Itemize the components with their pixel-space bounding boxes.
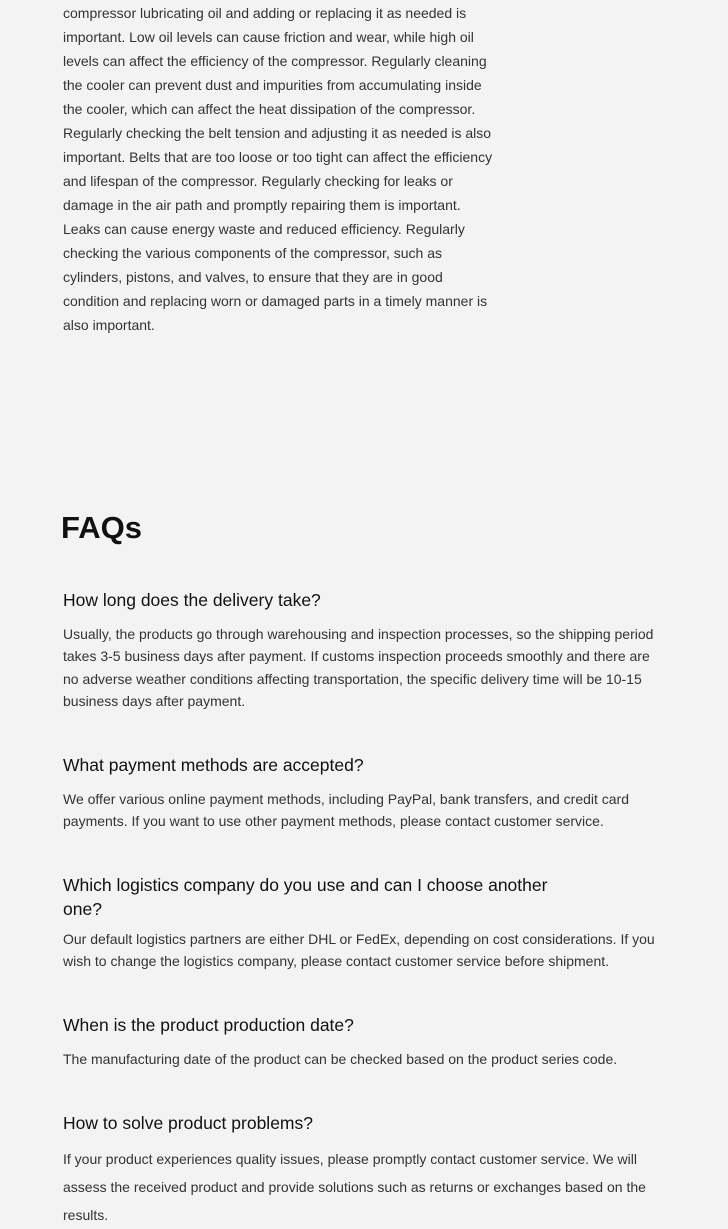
- intro-paragraph: compressor lubricating oil and adding or replacing it as needed is important. Low oil levels can cause friction and wear, while high oil levels can affect the efficiency of the compressor. Regularly cleaning the cooler can prevent dust and impurities from accumulating inside the cooler, which can affect the heat dissipation of the compressor. Regularly checking the belt tension and adjusting it as needed is also important. Belts that are too loose or too tight can affect the efficiency and lifespan of the compressor. Regularly checking for leaks or damage in the air path and promptly repairing them is important. Leaks can cause energy waste and reduced efficiency. Regularly checking the various components of the compressor, such as cylinders, pistons, and valves, to ensure that they are in good condition and replacing worn or damaged parts in a timely manner is also important.: [63, 5, 493, 333]
- faq-item-production-date: [63, 1013, 663, 1070]
- faq-answer: If your product experiences quality issues, please promptly contact customer service. We will assess the received product and provide solutions such as returns or exchanges based on the results.: [63, 1151, 646, 1223]
- faq-answer: Usually, the products go through warehousing and inspection processes, so the shipping period takes 3-5 business days after payment. If customs inspection proceeds smoothly and there are no adverse weather conditions affecting transportation, the specific delivery time will be 10-15 business days after payment.: [63, 626, 654, 710]
- faq-question: What payment methods are accepted?: [63, 755, 364, 775]
- faq-question: How long does the delivery take?: [63, 590, 321, 610]
- faq-question: How to solve product problems?: [63, 1113, 313, 1133]
- faq-answer: We offer various online payment methods, including PayPal, bank transfers, and credit card payments. If you want to use other payment methods, please contact customer service.: [63, 791, 630, 830]
- faq-item-product-problems: [63, 1111, 663, 1229]
- faq-item-delivery-time: [63, 588, 663, 713]
- faq-item-payment-methods: [63, 753, 663, 833]
- faq-answer: Our default logistics partners are either DHL or FedEx, depending on cost considerations. If you wish to change the logistics company, please contact customer service before shipment.: [63, 931, 655, 970]
- faq-answer: The manufacturing date of the product can be checked based on the product series code.: [63, 1051, 618, 1067]
- faq-item-logistics-company: [63, 873, 663, 973]
- faq-heading: FAQs: [61, 510, 142, 545]
- faq-question: When is the product production date?: [63, 1015, 354, 1035]
- faq-question: Which logistics company do you use and can I choose another one?: [63, 875, 548, 919]
